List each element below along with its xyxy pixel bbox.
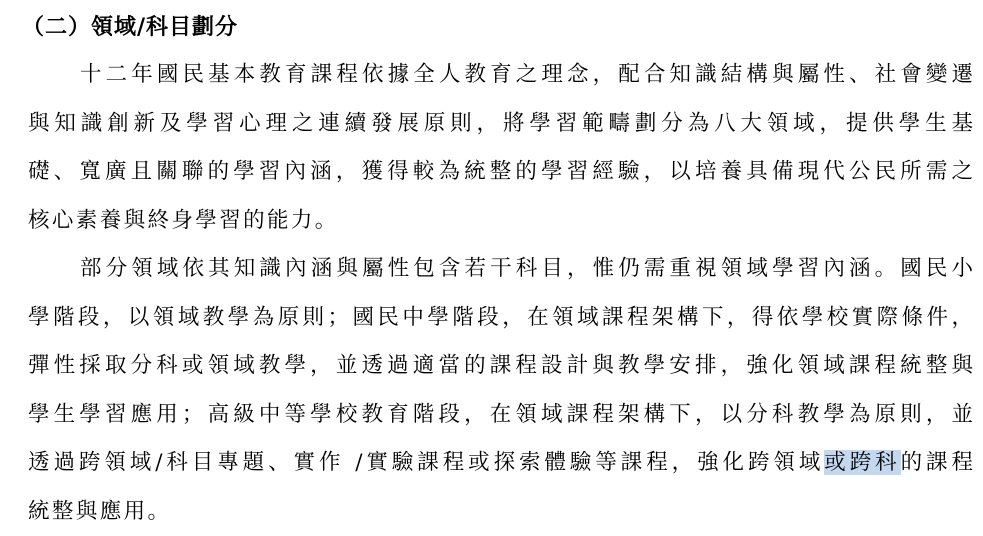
- line-text-after-selection: 的課程: [901, 450, 973, 475]
- paragraph-line: 與知識創新及學習心理之連續發展原則，將學習範疇劃分為八大領域，提供學生基: [28, 100, 973, 149]
- selected-text-highlight[interactable]: 或跨科: [824, 450, 900, 475]
- paragraph-line: 彈性採取分科或領域教學，並透過適當的課程設計與教學安排，強化領域課程統整與: [28, 342, 973, 391]
- paragraph-line: 十二年國民基本教育課程依據全人教育之理念，配合知識結構與屬性、社會變遷: [28, 51, 973, 100]
- paragraph-line: 核心素養與終身學習的能力。: [28, 197, 973, 246]
- paragraph-2: [28, 245, 973, 536]
- paragraph-1: [28, 51, 973, 245]
- paragraph-line: 學生學習應用；高級中等學校教育階段，在領域課程架構下，以分科教學為原則，並: [28, 391, 973, 440]
- section-heading: （二）領域/科目劃分: [22, 12, 238, 42]
- line-text-before-selection: 透過跨領域/科目專題、實作 /實驗課程或探索體驗等課程，強化跨領域: [28, 450, 824, 475]
- paragraph-line: 學階段，以領域教學為原則；國民中學階段，在領域課程架構下，得依學校實際條件，: [28, 294, 973, 343]
- paragraph-line: 礎、寬廣且關聯的學習內涵，獲得較為統整的學習經驗，以培養具備現代公民所需之: [28, 148, 973, 197]
- paragraph-line: 統整與應用。: [28, 488, 973, 536]
- paragraph-line: 部分領域依其知識內涵與屬性包含若干科目，惟仍需重視領域學習內涵。國民小: [28, 245, 973, 294]
- paragraph-line-with-selection: [28, 439, 973, 488]
